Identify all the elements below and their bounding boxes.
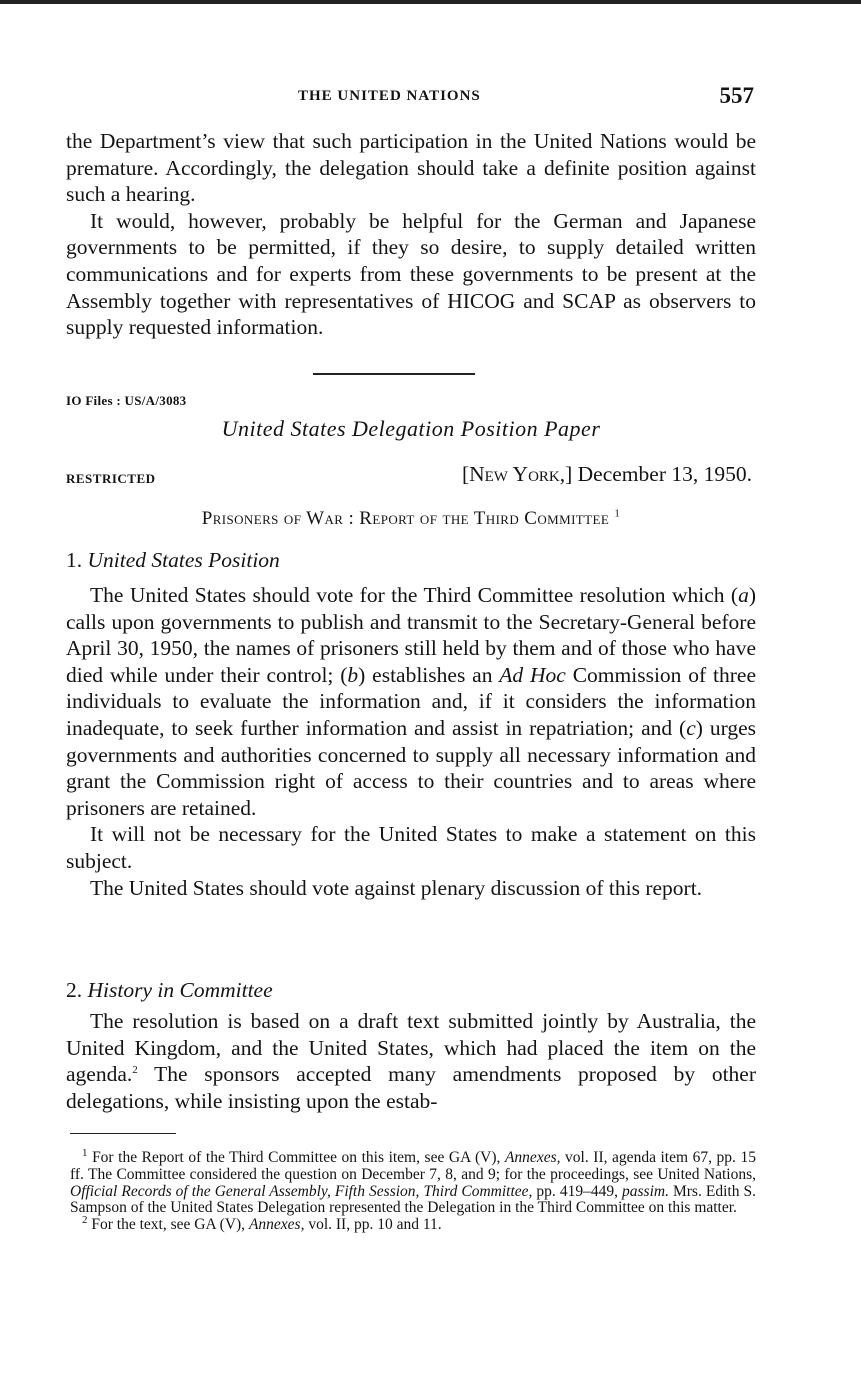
text-run: vol. II, pp. 10 and 11.	[304, 1216, 442, 1234]
dateline-date: December 13, 1950.	[577, 462, 752, 486]
footnote	[70, 1214, 756, 1234]
page-header	[66, 83, 756, 110]
text-run: For the text, see GA (V),	[87, 1216, 249, 1234]
section-body	[66, 582, 756, 901]
document-subject	[66, 508, 756, 530]
text-run: Mrs. Edith S. Sampson of the United States Delegation represented the Delegation in the Third Committee on this matter.	[70, 1182, 756, 1217]
footnotes	[70, 1146, 756, 1234]
body-paragraph	[66, 582, 756, 821]
italic-term: Annexes,	[504, 1149, 561, 1166]
text-run: vol. II, agenda item 67, pp. 15 ff. The Committee considered the question on December 7, 8, and 9; for the proceedings, see United Nations,	[70, 1149, 756, 1183]
continuation-paragraph: the Department’s view that such participation in the United Nations would be premature. Accordingly, the delegation should take a definite position against such a hearing.	[66, 129, 756, 207]
section-title: History in Committee	[87, 978, 273, 1002]
top-border	[0, 0, 861, 4]
list-letter: c	[686, 715, 696, 740]
italic-term: Annexes,	[248, 1216, 305, 1234]
italic-term: passim.	[622, 1182, 669, 1200]
text-run: The resolution is based on a draft text submitted jointly by Australia, the United Kingdom, and the United States, which had placed the item on the agenda.	[66, 1009, 756, 1087]
section-body	[66, 1008, 756, 1114]
text-run: ) urges governments and authorities concerned to supply all necessary information and grant the Commission right of access to their countries and to areas where prisoners are retained.	[66, 715, 757, 820]
footnote	[70, 1146, 756, 1217]
body-paragraph: It will not be necessary for the United States to make a statement on this subject.	[66, 822, 756, 873]
continuation-text	[66, 128, 756, 341]
text-run: ) establishes an	[358, 662, 500, 687]
text-run: Commission of three individuals to evaluate the information and, if it considers the information inadequate, to seek further information and assist in repatriation; and (	[66, 662, 756, 740]
classification-label: RESTRICTED	[66, 471, 156, 486]
running-title: THE UNITED NATIONS	[298, 88, 481, 104]
footnote-ref: 2	[132, 1064, 138, 1077]
page-number: 557	[719, 83, 754, 108]
section-number: 1.	[66, 548, 83, 572]
footnote-mark: 2	[82, 1214, 88, 1227]
footnote-rule	[70, 1133, 176, 1134]
text-run: ) calls upon governments to publish and transmit to the Secretary-General before April 30, 1950, the names of prisoners still held by them and of those who have died while under their control; (	[66, 583, 756, 687]
section-title: United States Position	[87, 548, 280, 572]
italic-term: Ad Hoc	[499, 662, 566, 687]
section-divider	[313, 373, 475, 375]
list-letter: b	[347, 662, 359, 687]
dateline	[462, 462, 752, 487]
text-run: pp. 419–449,	[532, 1182, 622, 1200]
footnote-mark: 1	[82, 1146, 88, 1159]
italic-term: Official Records of the General Assembly, Fifth Session, Third Committee,	[70, 1182, 533, 1200]
body-paragraph: The United States should vote against plenary discussion of this report.	[90, 875, 703, 900]
file-reference: IO Files : US/A/3083	[66, 393, 187, 408]
section-number: 2.	[66, 978, 83, 1002]
subject-text: Prisoners of War : Report of the Third Committee	[201, 508, 610, 529]
text-run: For the Report of the Third Committee on this item, see GA (V),	[87, 1149, 505, 1166]
text-run: The United States should vote for the Third Committee resolution which (	[90, 583, 739, 607]
body-paragraph	[66, 1008, 756, 1114]
continuation-paragraph: It would, however, probably be helpful for the German and Japanese governments to be permitted, if they so desire, to supply detailed written communications and for experts from these governments to be present at the Assembly together with representatives of HICOG and SCAP as observers to supply requested information.	[66, 208, 756, 340]
footnote-ref: 1	[614, 507, 621, 520]
document-title: United States Delegation Position Paper	[221, 416, 601, 441]
section-heading	[66, 978, 756, 1003]
dateline-place: [New York,]	[461, 462, 573, 486]
text-run: The sponsors accepted many amendments proposed by other delegations, while insisting upon the estab-	[66, 1062, 756, 1113]
section-heading	[66, 548, 756, 573]
list-letter: a	[738, 583, 749, 607]
